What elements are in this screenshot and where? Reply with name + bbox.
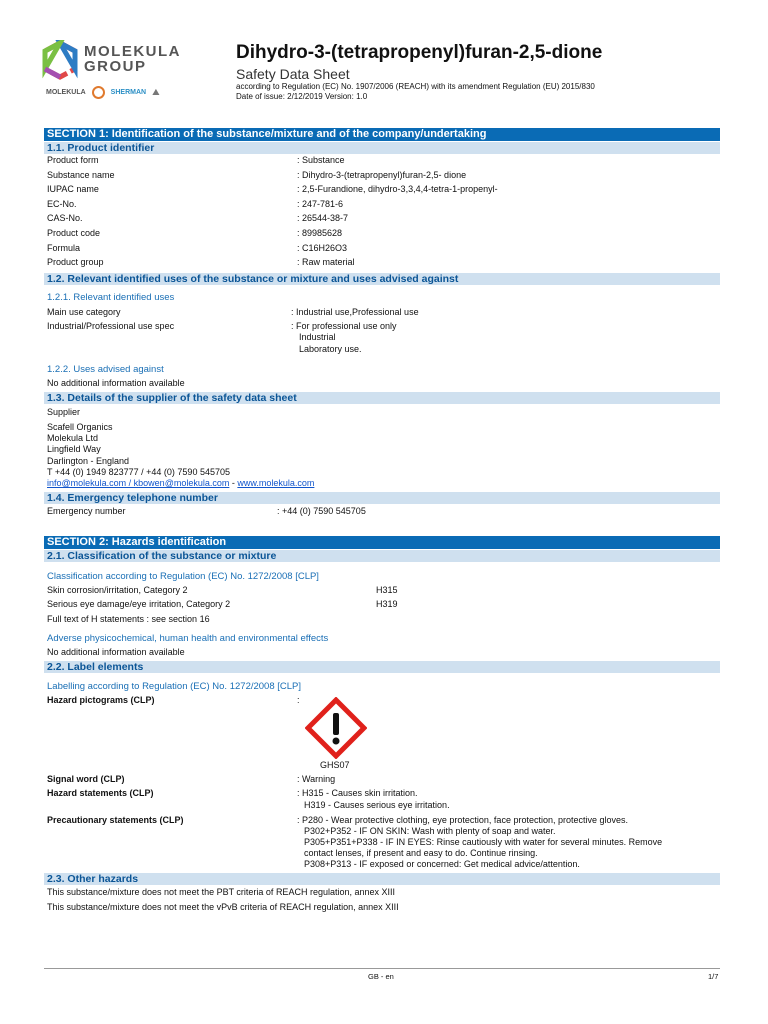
precaution-1: : P280 - Wear protective clothing, eye protection, face protection, protective gloves. [297,815,629,825]
section-1-header: SECTION 1: Identification of the substance/mixture and of the company/undertaking [44,128,720,141]
product-row-label: EC-No. [47,199,77,209]
product-row-value: : 247-781-6 [297,199,344,209]
document-subtitle: Safety Data Sheet [236,66,350,82]
use-spec-value-2: Industrial [299,332,336,342]
logo-text-2: GROUP [84,58,147,75]
labelling-heading: Labelling according to Regulation (EC) No. 1272/2008 [CLP] [47,681,302,692]
class-skin-code: H315 [376,585,398,595]
pictograms-label: Hazard pictograms (CLP) [47,695,155,705]
footer-divider [44,968,720,969]
subsection-1-1-header: 1.1. Product identifier [44,142,720,154]
main-use-label: Main use category [47,307,121,317]
hazard-statements-label: Hazard statements (CLP) [47,788,154,798]
hazard-statement-1: : H315 - Causes skin irritation. [297,788,418,798]
product-row-value: : Dihydro-3-(tetrapropenyl)furan-2,5- dione [297,170,467,180]
pictogram-code: GHS07 [320,760,350,770]
product-row-value: : C16H26O3 [297,243,348,253]
product-row-value: : Substance [297,155,345,165]
product-row-label: Product code [47,228,101,238]
company-logo [40,40,200,110]
subsection-2-1-header: 2.1. Classification of the substance or mixture [44,550,720,562]
supplier-line-1: Scafell Organics [47,422,113,432]
section-2-header: SECTION 2: Hazards identification [44,536,720,549]
subsection-1-3-header: 1.3. Details of the supplier of the safety data sheet [44,392,720,404]
use-spec-label: Industrial/Professional use spec [47,321,175,331]
molekula-hexagon-icon [40,40,80,80]
product-row-value: : 26544-38-7 [297,213,349,223]
clp-classification-heading: Classification according to Regulation (EC) No. 1272/2008 [CLP] [47,571,319,582]
subsection-1-2-2-heading: 1.2.2. Uses advised against [47,364,164,375]
mountain-logo-icon: ⛰ [152,87,160,97]
supplier-line-2: Molekula Ltd [47,433,99,443]
precaution-3: P305+P351+P338 - IF IN EYES: Rinse cautiously with water for several minutes. Remove [304,837,663,847]
use-spec-value-3: Laboratory use. [299,344,362,354]
subsection-2-2-header: 2.2. Label elements [44,661,720,673]
class-eye-label: Serious eye damage/eye irritation, Category 2 [47,599,231,609]
main-use-value: : Industrial use,Professional use [291,307,419,317]
document-title: Dihydro-3-(tetrapropenyl)furan-2,5-dione [236,42,603,63]
product-row-label: Product group [47,257,104,267]
ghs07-exclamation-icon [305,697,367,759]
class-skin-label: Skin corrosion/irritation, Category 2 [47,585,188,595]
subsection-1-4-header: 1.4. Emergency telephone number [44,492,720,504]
subsection-2-3-header: 2.3. Other hazards [44,873,720,885]
issue-date: Date of issue: 2/12/2019 Version: 1.0 [236,92,368,101]
footer-language: GB - en [368,972,394,981]
product-row-label: Product form [47,155,99,165]
partner-circle-icon [92,86,105,99]
supplier-label: Supplier [47,407,81,417]
sublogo-molekula: MOLEKULA [46,89,86,96]
supplier-email-link[interactable]: info@molekula.com / kbowen@molekula.com [47,478,230,488]
emergency-value: : +44 (0) 7590 545705 [277,506,366,516]
adverse-effects-heading: Adverse physicochemical, human health and environmental effects [47,633,329,644]
product-row-label: CAS-No. [47,213,83,223]
subsection-1-2-1-heading: 1.2.1. Relevant identified uses [47,292,175,303]
product-row-label: Formula [47,243,81,253]
sublogo-sherman: SHERMAN [110,89,147,96]
vpvb-note: This substance/mixture does not meet the vPvB criteria of REACH regulation, annex XIII [47,902,399,912]
precaution-5: P308+P313 - IF exposed or concerned: Get medical advice/attention. [304,859,580,869]
full-text-note: Full text of H statements : see section 16 [47,614,210,624]
contact-separator: - [229,478,238,488]
product-row-value: : 2,5-Furandione, dihydro-3,3,4,4-tetra-1-propenyl- [297,184,498,194]
class-eye-code: H319 [376,599,398,609]
supplier-phone: T +44 (0) 1949 823777 / +44 (0) 7590 545705 [47,467,230,477]
subsection-1-2-header: 1.2. Relevant identified uses of the substance or mixture and uses advised against [44,273,720,285]
partner-logos [46,86,160,99]
supplier-line-4: Darlington - England [47,456,130,466]
signal-word-value: : Warning [297,774,336,784]
product-row-label: IUPAC name [47,184,99,194]
supplier-website-link[interactable]: www.molekula.com [237,478,315,488]
precaution-2: P302+P352 - IF ON SKIN: Wash with plenty of soap and water. [304,826,556,836]
regulation-note: according to Regulation (EC) No. 1907/2006 (REACH) with its amendment Regulation (EU) 2015/830 [236,82,595,91]
precautionary-label: Precautionary statements (CLP) [47,815,184,825]
signal-word-label: Signal word (CLP) [47,774,125,784]
uses-advised-against-note: No additional information available [47,378,185,388]
product-row-value: : Raw material [297,257,355,267]
logo-wordmark [84,44,181,74]
pbt-note: This substance/mixture does not meet the PBT criteria of REACH regulation, annex XIII [47,887,395,897]
precaution-4: contact lenses, if present and easy to do. Continue rinsing. [304,848,538,858]
product-row-label: Substance name [47,170,115,180]
footer-page-number: 1/7 [708,972,719,981]
product-row-value: : 89985628 [297,228,343,238]
logo-text-1: MOLEKULA [84,43,181,60]
pictograms-colon: : [297,695,300,705]
emergency-label: Emergency number [47,506,126,516]
hazard-statement-2: H319 - Causes serious eye irritation. [304,800,450,810]
use-spec-value-1: : For professional use only [291,321,397,331]
adverse-effects-note: No additional information available [47,647,185,657]
supplier-line-3: Lingfield Way [47,444,101,454]
supplier-contacts [47,478,314,488]
